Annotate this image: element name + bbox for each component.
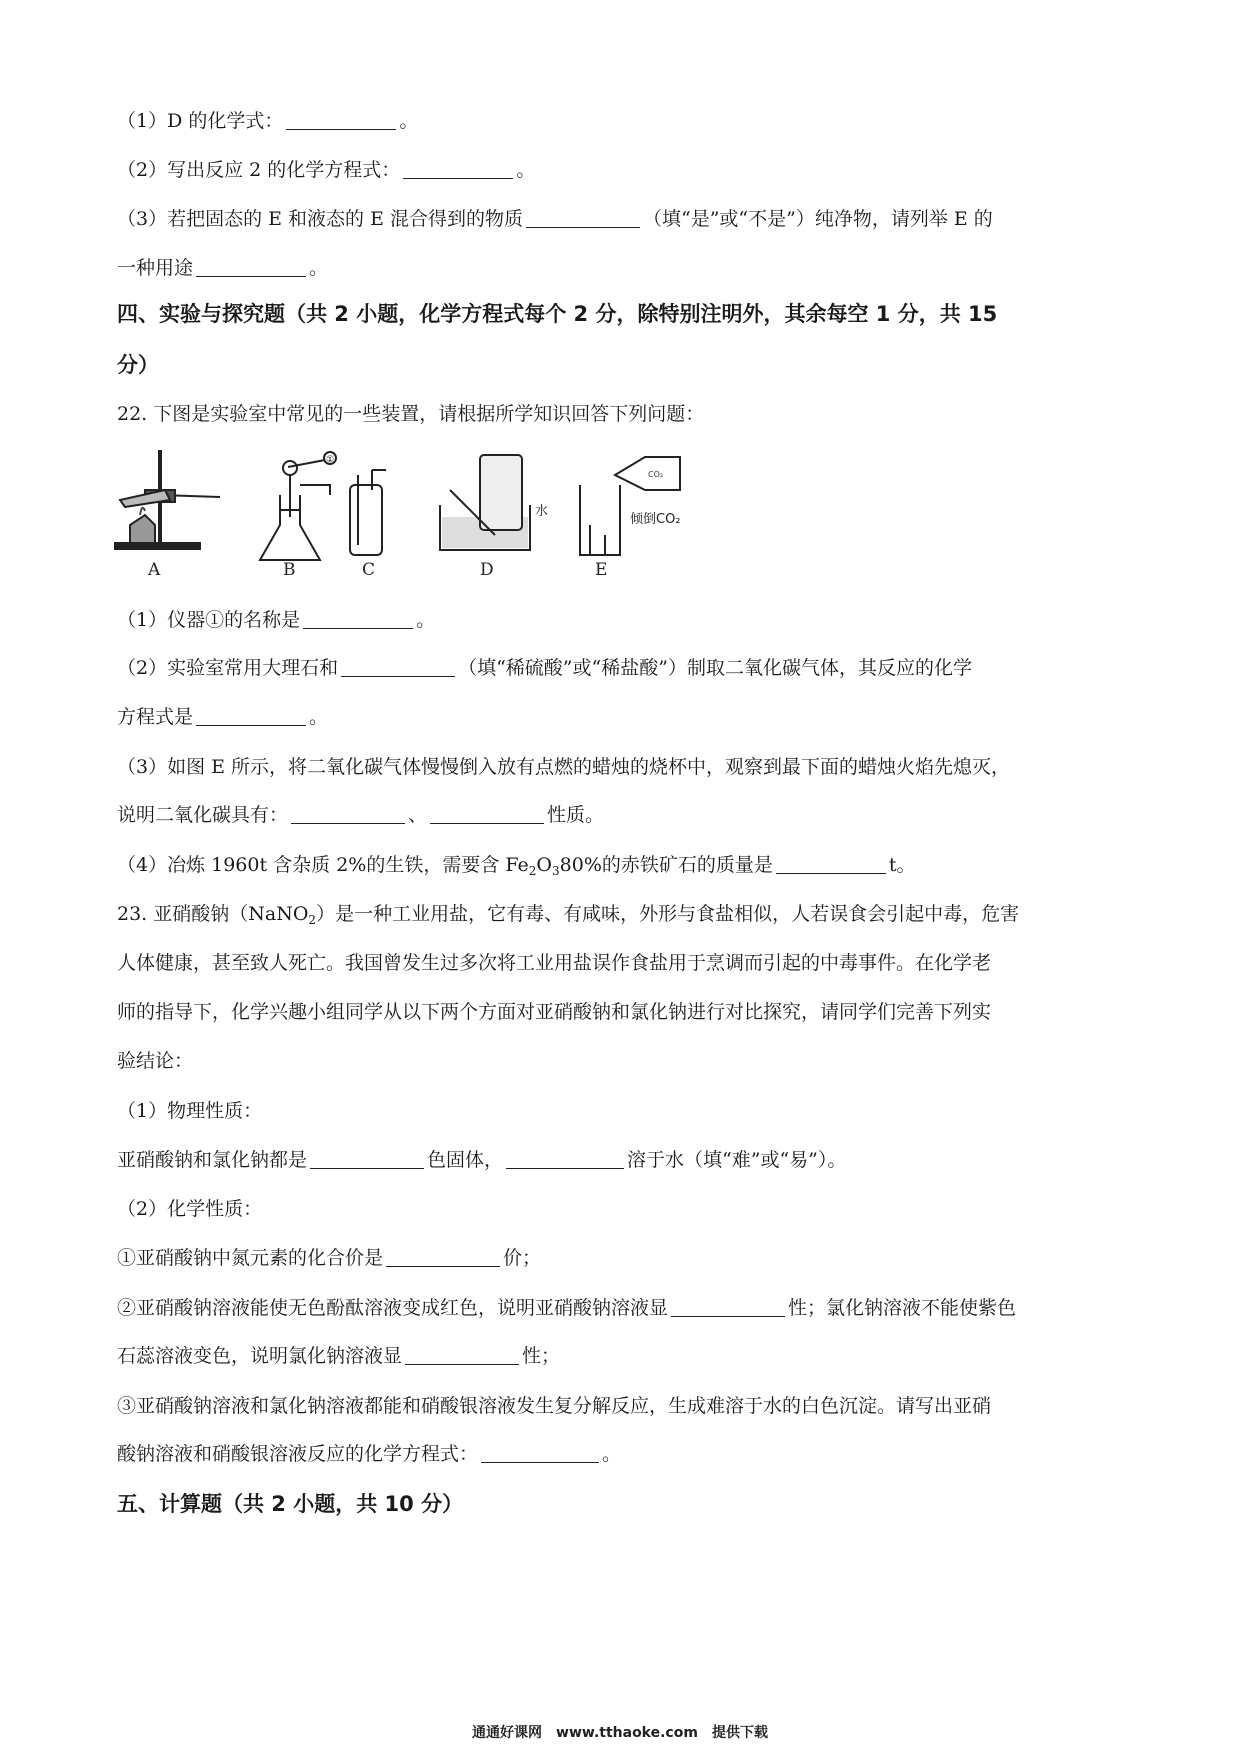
answer-blank[interactable] [196, 705, 306, 726]
co2-bottle-label: CO₂ [648, 470, 664, 479]
answer-blank[interactable] [303, 608, 413, 629]
q22-part1: （1）仪器①的名称是 。 [117, 609, 436, 631]
answer-blank[interactable] [291, 803, 405, 824]
q21-part1: （1）D 的化学式： 。 [117, 110, 419, 132]
answer-blank[interactable] [403, 158, 513, 179]
q22-part4: （4）冶炼 1960t 含杂质 2%的生铁，需要含 $Fe_2O_380\%$的赤铁矿石的质量是 t。 [117, 854, 916, 878]
label-e: E [595, 560, 608, 580]
answer-blank[interactable] [481, 1442, 599, 1463]
q21-part3: （3）若把固态的 E 和液态的 E 混合得到的物质 （填“是”或“不是”）纯净物，请列举 E 的 [117, 208, 993, 230]
label-c: C [362, 560, 376, 580]
q23-chem-1: ①亚硝酸钠中氮元素的化合价是 价； [117, 1247, 542, 1269]
q22-part3-cont: 说明二氧化碳具有： 、 性质。 [117, 804, 605, 826]
q23-part1-title: （1）物理性质： [117, 1100, 263, 1122]
q23-stem: 23. 亚硝酸钠（NaNO$_2$）是一种工业用盐，它有毒、有咸味，外形与食盐相似，人若误食会引起中毒，危害 [117, 903, 1020, 927]
answer-blank[interactable] [286, 109, 396, 130]
q22-part3: （3）如图 E 所示，将二氧化碳气体慢慢倒入放有点燃的蜡烛的烧杯中，观察到最下面的蜡烛火焰先熄灭， [117, 756, 1011, 778]
answer-blank[interactable] [506, 1148, 624, 1169]
answer-blank[interactable] [310, 1148, 424, 1169]
q22-part2: （2）实验室常用大理石和 （填“稀硫酸”或“稀盐酸”）制取二氧化碳气体，其反应的化学 [117, 657, 972, 679]
lab-apparatus-figure [110, 445, 790, 595]
answer-blank[interactable] [405, 1344, 519, 1365]
q23-stem-line4: 验结论： [117, 1050, 194, 1072]
q23-chem-3-cont: 酸钠溶液和硝酸银溶液反应的化学方程式： 。 [117, 1443, 622, 1465]
section4-heading-cont: 分） [117, 353, 159, 377]
apparatus-e [580, 457, 680, 555]
circle-one-label: ① [326, 455, 335, 465]
section5-heading: 五、计算题（共 2 小题，共 10 分） [117, 1492, 464, 1516]
q23-stem-line3: 师的指导下，化学兴趣小组同学从以下两个方面对亚硝酸钠和氯化钠进行对比探究，请同学们完善下列实 [117, 1001, 992, 1023]
q21-part3-cont: 一种用途 。 [117, 257, 329, 279]
footer-credit: 通通好课网 www.tthaoke.com 提供下载 [472, 1725, 768, 1741]
section4-heading: 四、实验与探究题（共 2 小题，化学方程式每个 2 分，除特别注明外，其余每空 1 分，共 15 [117, 302, 998, 326]
answer-blank[interactable] [776, 853, 886, 874]
answer-blank[interactable] [196, 256, 306, 277]
q23-chem-3: ③亚硝酸钠溶液和氯化钠溶液都能和硝酸银溶液发生复分解反应，生成难溶于水的白色沉淀。请写出亚硝 [117, 1395, 992, 1417]
answer-blank[interactable] [671, 1296, 785, 1317]
label-b: B [283, 560, 296, 580]
answer-blank[interactable] [526, 207, 640, 228]
answer-blank[interactable] [386, 1246, 500, 1267]
q21-part2: （2）写出反应 2 的化学方程式： 。 [117, 159, 536, 181]
label-a: A [148, 560, 161, 580]
apparatus-b [260, 452, 336, 560]
label-d: D [480, 560, 494, 580]
answer-blank[interactable] [341, 656, 455, 677]
q23-chem-2: ②亚硝酸钠溶液能使无色酚酞溶液变成红色，说明亚硝酸钠溶液显 性；氯化钠溶液不能使紫色 [117, 1297, 1017, 1319]
q23-stem-line2: 人体健康，甚至致人死亡。我国曾发生过多次将工业用盐误作食盐用于烹调而引起的中毒事件。在化学老 [117, 952, 992, 974]
q23-chem-2-cont: 石蕊溶液变色，说明氯化钠溶液显 性； [117, 1345, 561, 1367]
apparatus-d [440, 455, 530, 550]
apparatus-c [350, 470, 386, 555]
pour-co2-label: 倾倒CO₂ [630, 512, 681, 527]
q22-part2-cont: 方程式是 。 [117, 706, 329, 728]
water-label: 水 [535, 504, 549, 519]
q22-stem: 22. 下图是实验室中常见的一些装置，请根据所学知识回答下列问题： [117, 403, 705, 425]
answer-blank[interactable] [430, 803, 544, 824]
apparatus-a [115, 450, 220, 549]
q23-part1-body: 亚硝酸钠和氯化钠都是 色固体， 溶于水（填“难”或“易”）。 [117, 1149, 847, 1171]
q23-part2-title: （2）化学性质： [117, 1198, 263, 1220]
